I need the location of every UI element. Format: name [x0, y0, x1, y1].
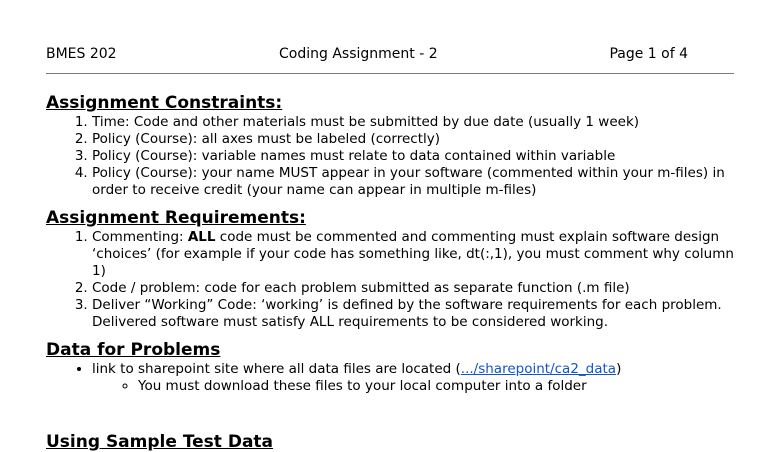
requirements-heading: Assignment Requirements: [46, 208, 306, 228]
requirement-item [92, 229, 746, 280]
constraint-item: 2. Policy (Course): all axes must be labeled (correctly) [92, 131, 746, 148]
requirement-prefix: Commenting: [92, 229, 188, 245]
constraint-item: 4. Policy (Course): your name MUST appear in your software (commented within your m-files) in order to receive credit (your name can appear in multiple m-files) [92, 165, 746, 199]
requirement-item: 3. Deliver “Working” Code: ‘working’ is defined by the software requirements for each problem. Delivered software must satisfy ALL requirements to be considered working. [92, 297, 746, 331]
header-rule [46, 73, 734, 74]
requirement-emphasis: ALL [187, 229, 216, 245]
constraint-item: 3. Policy (Course): variable names must relate to data contained within variable [92, 148, 746, 165]
data-bullet-text: link to sharepoint site where all data files are located ( [92, 361, 461, 377]
constraints-section [46, 92, 746, 199]
requirements-list [46, 229, 746, 331]
requirement-text: code must be commented and commenting must explain software design ‘choices’ (for example if your code has something like, dt(:,1), you must comment why column 1) [92, 229, 734, 279]
document-title: Coding Assignment - 2 [279, 46, 438, 62]
requirement-item: 2. Code / problem: code for each problem submitted as separate function (.m file) [92, 280, 746, 297]
next-section-heading: Using Sample Test Data [46, 432, 274, 452]
data-sub-bullet: ◦ You must download these files to your local computer into a folder [138, 378, 746, 395]
data-section [46, 339, 746, 395]
data-bullet-suffix: ) [616, 361, 622, 377]
constraints-list [46, 114, 746, 199]
data-bullet [92, 361, 746, 395]
course-code: BMES 202 [46, 46, 117, 62]
constraints-heading: Assignment Constraints: [46, 93, 283, 113]
constraint-item: 1. Time: Code and other materials must be submitted by due date (usually 1 week) [92, 114, 746, 131]
page-number: Page 1 of 4 [609, 46, 688, 62]
data-list [46, 361, 746, 395]
document-body [46, 92, 746, 403]
page-header [46, 46, 734, 64]
requirements-section [46, 207, 746, 331]
data-heading: Data for Problems [46, 340, 221, 360]
data-sub-list [92, 378, 746, 395]
sharepoint-link[interactable]: .../sharepoint/ca2_data [460, 361, 617, 377]
